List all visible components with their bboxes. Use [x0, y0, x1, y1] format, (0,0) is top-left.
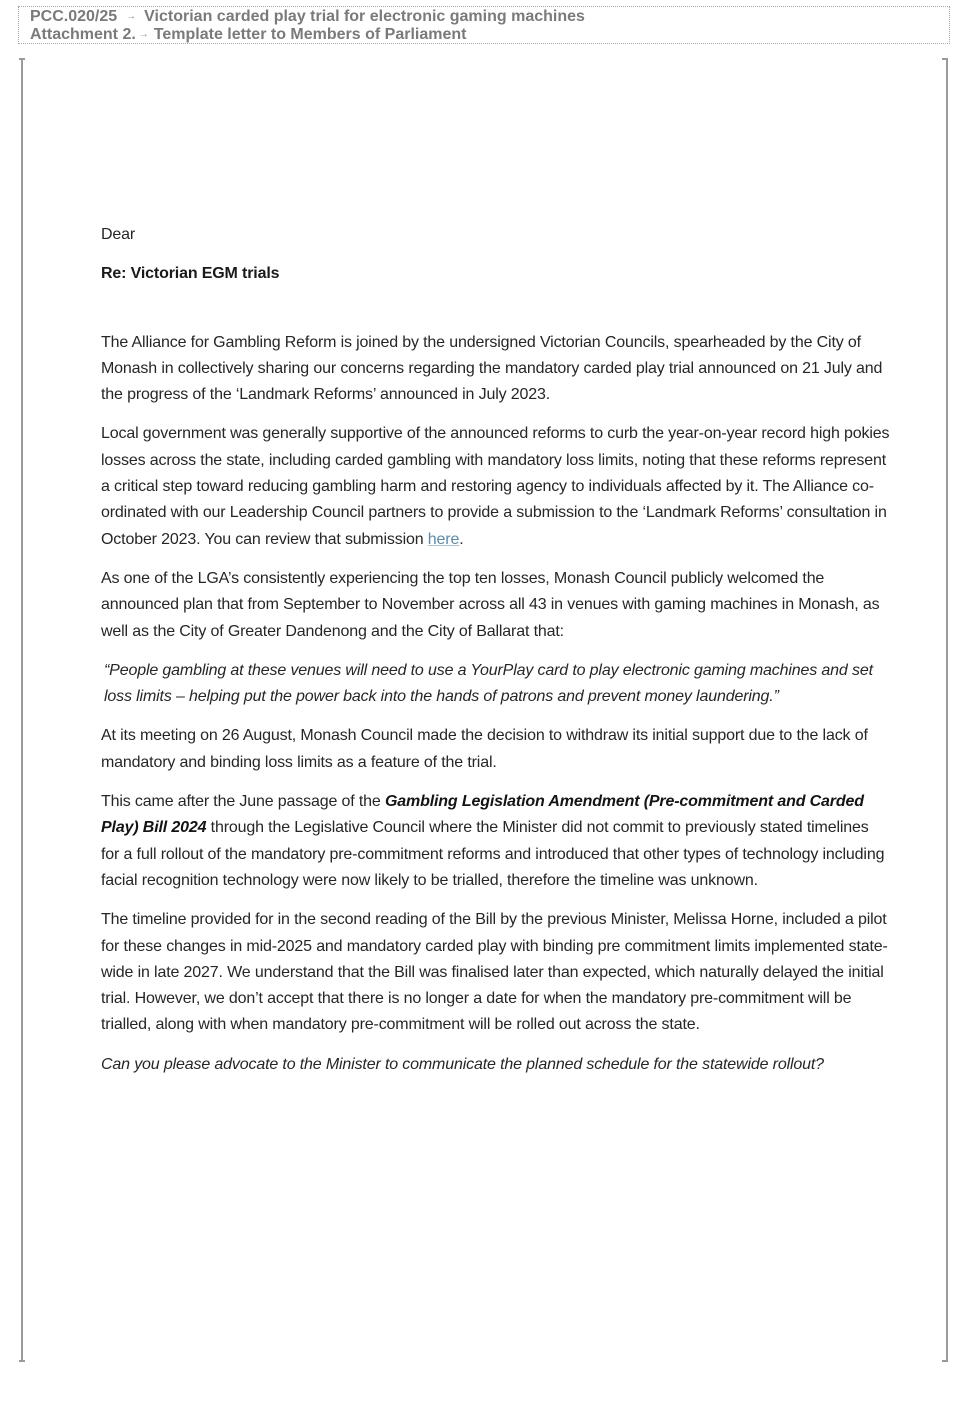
salutation: Dear — [101, 226, 136, 243]
paragraph-withdrawal: At its meeting on 26 August, Monash Council made the decision to withdraw its initial support due to the lack of mandatory and binding loss limits as a feature of the trial. — [101, 727, 868, 771]
closing-question: Can you please advocate to the Minister to communicate the planned schedule for the statewide rollout? — [101, 1055, 824, 1073]
attachment-title: Template letter to Members of Parliament — [153, 26, 467, 43]
bill-title: Gambling Legislation Amendment (Pre-commitment and Carded Play) Bill 2024 — [101, 793, 864, 837]
paragraph-text: This came after the June passage of the — [101, 793, 385, 811]
quote-block: “People gambling at these venues will need to use a YourPlay card to play electronic gaming machines and set loss limits – helping put the power back into the hands of patrons and prevent money laundering.” — [104, 661, 873, 706]
document-header — [18, 6, 950, 44]
submission-link[interactable]: here — [427, 530, 460, 548]
agenda-reference: PCC.020/25 — [30, 8, 118, 25]
paragraph-end: . — [459, 530, 464, 548]
paragraph-timeline: The timeline provided for in the second reading of the Bill by the previous Minister, Melissa Horne, included a pilot for these changes in mid-2025 and mandatory carded play with binding pre commitment limits implemented state-wide in late 2027. We understand that the Bill was finalised later than expected, which naturally delayed the initial trial. However, we don’t accept that there is no longer a date for when the mandatory pre-commitment will be trialled, along with when mandatory pre-commitment will be rolled out across the state. — [101, 911, 888, 1034]
header-line-agenda — [30, 8, 949, 26]
letter-body — [101, 222, 891, 1091]
paragraph-introduction: The Alliance for Gambling Reform is joined by the undersigned Victorian Councils, spearheaded by the City of Monash in collectively sharing our concerns regarding the mandatory carded play trial announced on 21 July and the progress of the ‘Landmark Reforms’ announced in July 2023. — [101, 333, 883, 404]
tab-arrow-icon: → — [138, 29, 149, 40]
page-frame-right-border — [946, 58, 948, 1362]
paragraph-text: Local government was generally supportive of the announced reforms to curb the year-on-year record high pokies losses across the state, including carded gambling with mandatory loss limits, noting that these reforms represent a critical step toward reducing gambling harm and restoring agency to individuals affected by it. The Alliance co-ordinated with our Leadership Council partners to provide a submission to the ‘Landmark Reforms’ consultation in October 2023. You can review that submission — [101, 425, 890, 548]
page-frame-left-border — [21, 58, 23, 1362]
attachment-reference: Attachment 2. — [30, 26, 136, 43]
paragraph-local-government-support — [101, 421, 891, 552]
agenda-title: Victorian carded play trial for electronic gaming machines — [144, 8, 585, 25]
letter-subject: Re: Victorian EGM trials — [101, 265, 280, 283]
paragraph-monash-welcome: As one of the LGA’s consistently experiencing the top ten losses, Monash Council publicly welcomed the announced plan that from September to November across all 43 in venues with gaming machines in Monash, as well as the City of Greater Dandenong and the City of Ballarat that: — [101, 569, 880, 640]
header-line-attachment — [30, 26, 949, 44]
tab-arrow-icon: → — [126, 11, 137, 22]
paragraph-bill-passage — [101, 789, 891, 894]
paragraph-text: through the Legislative Council where the Minister did not commit to previously stated timelines for a full rollout of the mandatory pre-commitment reforms and introduced that other types of technology including facial recognition technology were now likely to be trialled, therefore the timeline was unknown. — [101, 819, 885, 889]
